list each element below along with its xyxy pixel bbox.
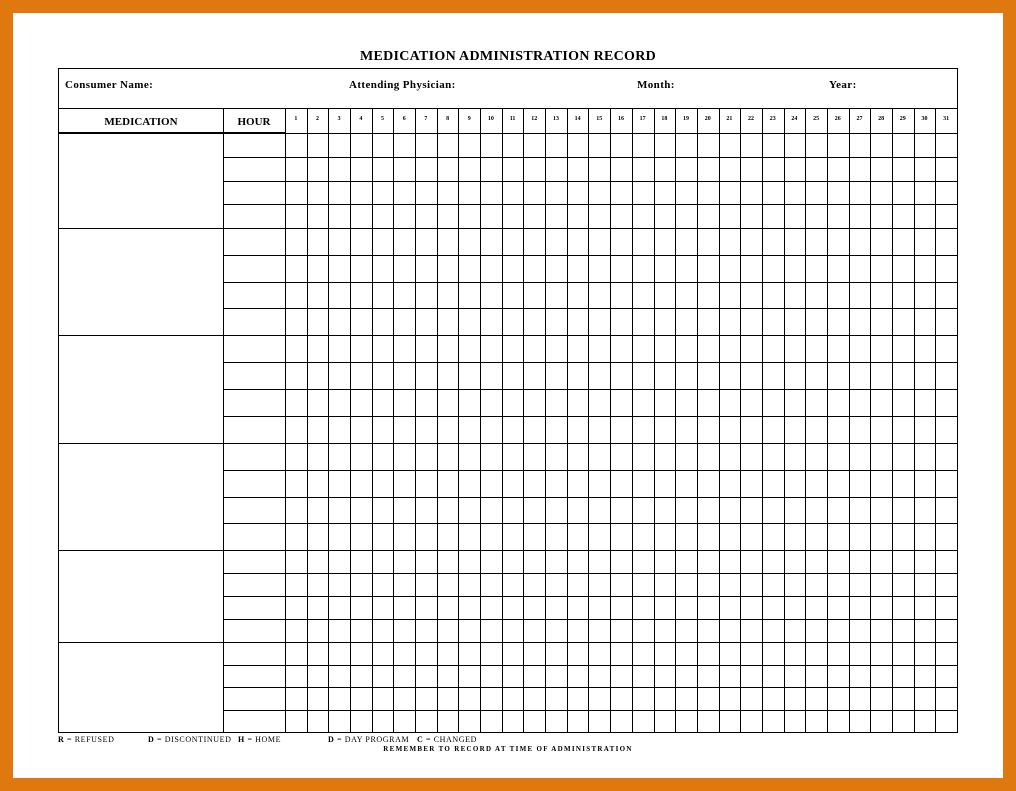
legend-refused-code: R: [58, 735, 65, 744]
record-grid: [59, 109, 957, 732]
form-header: [59, 69, 957, 109]
day-header-28: 28: [878, 116, 885, 122]
day-column-divider: [914, 109, 915, 732]
day-header-15: 15: [596, 116, 603, 122]
day-column-divider: [523, 109, 524, 732]
day-header-13: 13: [552, 116, 559, 122]
day-header-2: 2: [316, 116, 319, 122]
hour-row-divider: [223, 687, 957, 688]
hour-row-divider: [223, 523, 957, 524]
day-header-17: 17: [639, 116, 646, 122]
day-header-19: 19: [683, 116, 690, 122]
hour-row-divider: [223, 204, 957, 205]
day-column-divider: [675, 109, 676, 732]
day-header-25: 25: [813, 116, 820, 122]
hour-header-label: HOUR: [237, 116, 271, 128]
document-page: [13, 13, 1003, 778]
medication-block-divider: [59, 228, 957, 229]
day-column-divider: [372, 109, 373, 732]
reminder-note: REMEMBER TO RECORD AT TIME OF ADMINISTRATION: [383, 745, 633, 753]
day-header-24: 24: [791, 116, 798, 122]
day-column-divider: [935, 109, 936, 732]
medication-block-divider: [59, 133, 957, 134]
day-column-divider: [892, 109, 893, 732]
day-column-divider: [588, 109, 589, 732]
hour-days-divider: [285, 109, 286, 732]
day-column-divider: [784, 109, 785, 732]
day-column-divider: [805, 109, 806, 732]
day-column-divider: [458, 109, 459, 732]
day-column-divider: [849, 109, 850, 732]
hour-row-divider: [223, 573, 957, 574]
day-column-divider: [307, 109, 308, 732]
hour-row-divider: [223, 389, 957, 390]
hour-row-divider: [223, 157, 957, 158]
day-header-14: 14: [574, 116, 581, 122]
day-header-27: 27: [856, 116, 863, 122]
day-header-6: 6: [402, 116, 406, 122]
day-header-9: 9: [467, 116, 471, 122]
hour-row-divider: [223, 470, 957, 471]
hour-row-divider: [223, 181, 957, 182]
day-column-divider: [654, 109, 655, 732]
legend-changed-code: C: [417, 735, 424, 744]
day-header-1: 1: [294, 116, 298, 122]
day-column-divider: [567, 109, 568, 732]
day-header-30: 30: [921, 116, 928, 122]
day-column-divider: [545, 109, 546, 732]
day-column-divider: [437, 109, 438, 732]
day-header-11: 11: [509, 116, 516, 122]
day-header-23: 23: [769, 116, 776, 122]
day-column-divider: [480, 109, 481, 732]
page-title: MEDICATION ADMINISTRATION RECORD: [359, 49, 657, 64]
legend-home: = HOME: [247, 735, 282, 744]
day-column-divider: [870, 109, 871, 732]
legend-discontinued-code: D: [148, 735, 155, 744]
day-column-divider: [827, 109, 828, 732]
day-header-20: 20: [704, 116, 711, 122]
hour-row-divider: [223, 255, 957, 256]
legend-changed: = CHANGED: [426, 735, 478, 744]
hour-row-divider: [223, 282, 957, 283]
hour-row-divider: [223, 497, 957, 498]
medication-block-divider: [59, 335, 957, 336]
day-column-divider: [762, 109, 763, 732]
mar-form: [58, 68, 958, 733]
day-column-divider: [502, 109, 503, 732]
day-column-divider: [350, 109, 351, 732]
medication-hour-divider: [223, 109, 224, 732]
hour-row-divider: [223, 665, 957, 666]
day-header-22: 22: [748, 116, 755, 122]
legend-home-code: H: [238, 735, 245, 744]
hour-row-divider: [223, 362, 957, 363]
hour-row-divider: [223, 308, 957, 309]
day-header-8: 8: [446, 116, 450, 122]
day-column-divider: [632, 109, 633, 732]
medication-block-divider: [59, 550, 957, 551]
day-column-divider: [740, 109, 741, 732]
month-label: Month:: [637, 79, 675, 91]
day-header-12: 12: [531, 116, 538, 122]
year-label: Year:: [829, 79, 857, 91]
day-column-divider: [719, 109, 720, 732]
day-header-29: 29: [899, 116, 906, 122]
day-header-3: 3: [337, 116, 341, 122]
legend-discontinued: = DISCONTINUED: [157, 735, 232, 744]
hour-row-divider: [223, 619, 957, 620]
hour-row-divider: [223, 596, 957, 597]
day-header-26: 26: [834, 116, 841, 122]
day-column-divider: [415, 109, 416, 732]
day-column-divider: [610, 109, 611, 732]
day-header-5: 5: [381, 116, 385, 122]
consumer-name-label: Consumer Name:: [65, 79, 154, 91]
day-column-divider: [697, 109, 698, 732]
day-header-10: 10: [487, 116, 494, 122]
day-header-31: 31: [943, 116, 950, 122]
medication-block-divider: [59, 642, 957, 643]
legend-day-program: = DAY PROGRAM: [337, 735, 410, 744]
day-column-divider: [328, 109, 329, 732]
day-header-7: 7: [424, 116, 428, 122]
medication-block-divider: [59, 443, 957, 444]
attending-physician-label: Attending Physician:: [349, 79, 456, 91]
day-header-21: 21: [726, 116, 733, 122]
legend-day-program-code: D: [328, 735, 335, 744]
hour-row-divider: [223, 416, 957, 417]
legend-refused: = REFUSED: [67, 735, 115, 744]
medication-header-label: MEDICATION: [104, 116, 178, 128]
day-header-18: 18: [661, 116, 668, 122]
day-header-16: 16: [617, 116, 624, 122]
day-column-divider: [393, 109, 394, 732]
hour-row-divider: [223, 710, 957, 711]
day-header-4: 4: [359, 116, 363, 122]
